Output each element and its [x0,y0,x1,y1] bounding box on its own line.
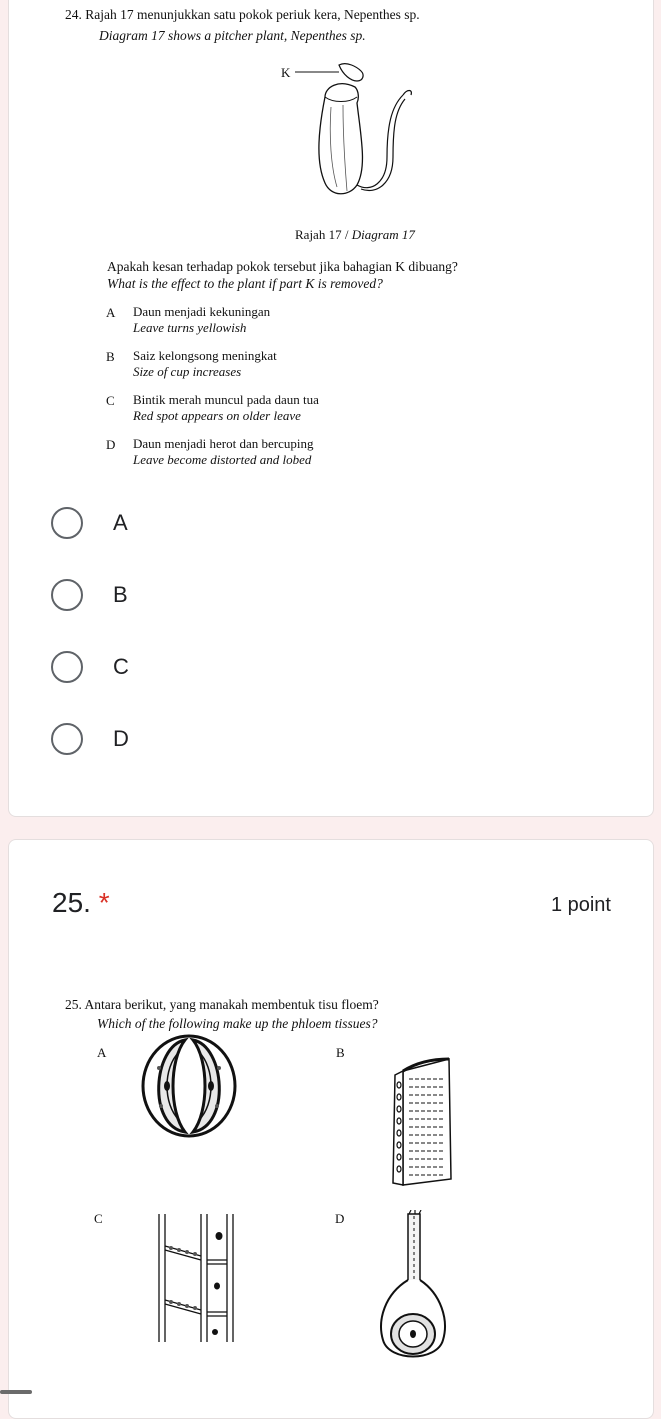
option-text [133,304,270,336]
figure-label-d: D [335,1211,345,1226]
option-text [133,436,314,468]
option-text-ms: Daun menjadi herot dan bercuping [133,436,314,451]
required-asterisk: * [98,887,110,918]
radio-option-c[interactable] [51,647,129,687]
diagram-caption-en: Diagram 17 [351,227,415,242]
horizontal-scrollbar[interactable] [0,1390,32,1394]
figure-label-c: C [94,1211,103,1226]
question-24-line1: 24. Rajah 17 menunjukkan satu pokok periuk kera, Nepenthes sp. [65,7,420,22]
radio-option-d[interactable] [51,719,129,759]
option-letter: B [106,349,115,364]
option-text [133,348,277,380]
question-24-card [8,0,654,817]
option-text-ms: Saiz kelongsong meningkat [133,348,277,363]
xylem-vessel-figure [389,1055,457,1187]
radio-option-a[interactable] [51,503,128,543]
option-text [133,392,319,424]
question-24-prompt-ms: Apakah kesan terhadap pokok tersebut jika bahagian K dibuang? [107,259,458,274]
figure-label-a: A [97,1045,107,1060]
points-label: 1 point [550,894,611,916]
radio-label: B [113,582,128,607]
option-letter: C [106,393,115,408]
question-number: 25. [52,887,91,918]
option-text-en: Red spot appears on older leave [133,408,301,423]
diagram-caption-ms: Rajah 17 / [295,227,352,242]
question-24-line2: Diagram 17 shows a pitcher plant, Nepenthes sp. [99,28,366,43]
radio-circle[interactable] [51,507,83,539]
guard-cells-figure [139,1032,239,1140]
diagram-caption [295,227,415,243]
radio-circle[interactable] [51,723,83,755]
question-25-line1: 25. Antara berikut, yang manakah membentuk tisu floem? [65,997,379,1012]
question-title [52,887,110,919]
question-25-line2: Which of the following make up the phloem tissues? [97,1016,378,1031]
option-letter: D [106,437,116,452]
option-letter: A [106,305,116,320]
pitcher-plant-drawing [269,57,429,217]
pitcher-plant-diagram [269,57,429,217]
sieve-tube-figure [149,1212,239,1344]
question-24-prompt-en: What is the effect to the plant if part K is removed? [107,276,383,291]
radio-option-b[interactable] [51,575,128,615]
option-text-en: Leave turns yellowish [133,320,247,335]
radio-circle[interactable] [51,651,83,683]
radio-label: A [113,510,128,535]
diagram-k-label: K [281,65,291,80]
option-text-en: Size of cup increases [133,364,242,379]
radio-label: C [113,654,129,679]
option-text-ms: Bintik merah muncul pada daun tua [133,392,319,407]
radio-label: D [113,726,129,751]
figure-label-b: B [336,1045,345,1060]
radio-circle[interactable] [51,579,83,611]
question-25-card [8,839,654,1419]
option-text-ms: Daun menjadi kekuningan [133,304,271,319]
pollen-tube-figure [375,1210,451,1368]
option-text-en: Leave become distorted and lobed [133,452,312,467]
